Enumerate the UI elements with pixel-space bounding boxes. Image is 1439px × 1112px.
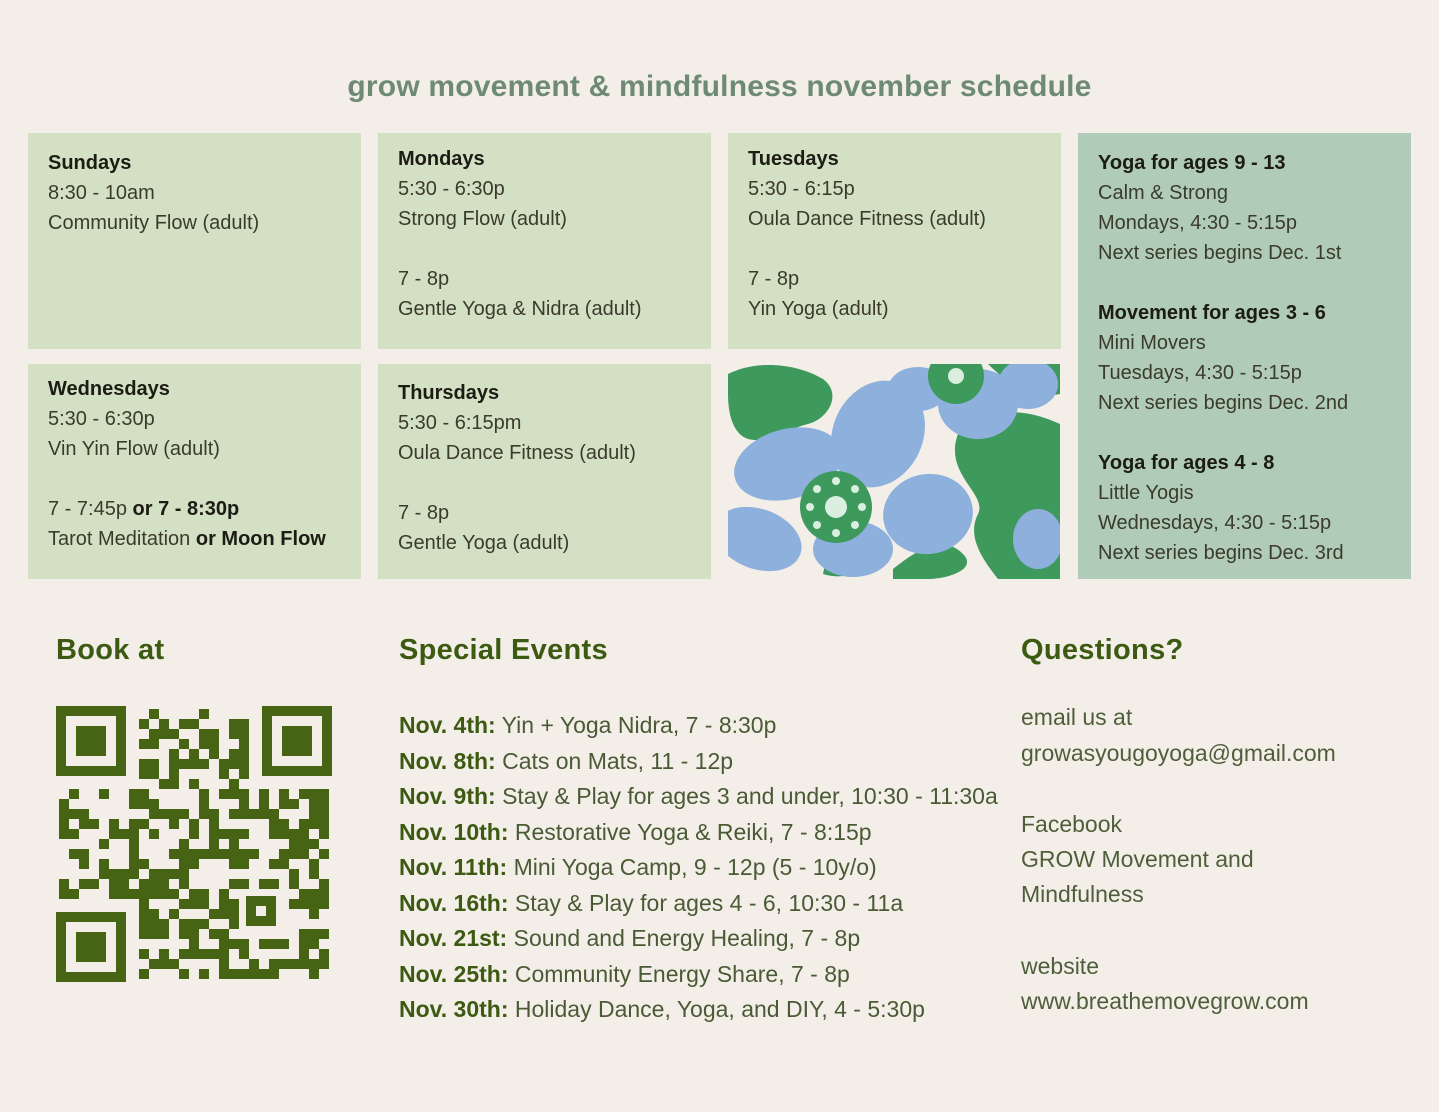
event-desc: Stay & Play for ages 4 - 6, 10:30 - 11a <box>514 889 904 916</box>
event-item <box>399 708 998 744</box>
program-next: Next series begins Dec. 2nd <box>1098 392 1349 414</box>
class-time: 7 - 8:30p <box>158 498 240 520</box>
class-name: Yin Yoga (adult) <box>748 298 889 320</box>
card-tuesday <box>728 133 1061 349</box>
event-item <box>399 779 998 815</box>
class-name-options <box>48 524 341 554</box>
facebook-link[interactable] <box>1021 842 1254 912</box>
event-date: Nov. 25th: <box>399 960 509 987</box>
event-date: Nov. 10th: <box>399 818 509 845</box>
class-name: Community Flow (adult) <box>48 212 260 234</box>
event-date: Nov. 21st: <box>399 925 508 951</box>
event-item <box>399 744 998 780</box>
event-desc: Cats on Mats, 11 - 12p <box>502 747 734 774</box>
class-time: 7 - 8p <box>748 268 800 290</box>
program-title: Movement for ages 3 - 6 <box>1098 302 1326 324</box>
day-heading: Mondays <box>398 148 485 170</box>
card-kids-programs <box>1078 133 1411 579</box>
kids-program <box>1098 148 1391 268</box>
flower-illustration <box>728 364 1060 579</box>
kids-program <box>1098 448 1391 568</box>
event-desc: Stay & Play for ages 3 and under, 10:30 - 11:30a <box>502 783 998 809</box>
website-link[interactable]: www.breathemovegrow.com <box>1021 988 1309 1014</box>
event-date: Nov. 11th: <box>399 854 508 880</box>
class-time: 7 - 8p <box>398 502 450 524</box>
program-next: Next series begins Dec. 1st <box>1098 242 1342 264</box>
page-title: grow movement & mindfulness november schedule <box>347 70 1092 103</box>
website-label: website <box>1021 953 1099 979</box>
email-label: email us at <box>1021 704 1133 730</box>
event-date: Nov. 16th: <box>399 889 509 916</box>
program-when: Wednesdays, 4:30 - 5:15p <box>1098 512 1332 534</box>
kids-program <box>1098 298 1391 418</box>
card-sunday <box>28 133 361 349</box>
class-name: Gentle Yoga & Nidra (adult) <box>398 298 642 320</box>
class-name: Strong Flow (adult) <box>398 208 567 230</box>
facebook-label: Facebook <box>1021 811 1123 837</box>
event-item <box>399 921 998 957</box>
book-at-heading: Book at <box>56 634 165 666</box>
program-title: Yoga for ages 4 - 8 <box>1098 452 1275 474</box>
class-name: Oula Dance Fitness (adult) <box>748 208 986 230</box>
questions-heading: Questions? <box>1021 634 1184 666</box>
event-desc: Holiday Dance, Yoga, and DIY, 4 - 5:30p <box>514 996 925 1022</box>
event-date: Nov. 8th: <box>399 747 496 774</box>
class-name: Gentle Yoga (adult) <box>398 532 570 554</box>
special-events-heading: Special Events <box>399 634 608 666</box>
program-next: Next series begins Dec. 3rd <box>1098 542 1344 564</box>
class-time: 5:30 - 6:30p <box>398 178 505 200</box>
class-name: Tarot Meditation <box>48 528 191 550</box>
day-heading: Thursdays <box>398 382 500 404</box>
class-time: 7 - 7:45p <box>48 498 127 520</box>
class-time: 7 - 8p <box>398 268 450 290</box>
event-item <box>399 992 998 1028</box>
program-when: Tuesdays, 4:30 - 5:15p <box>1098 362 1302 384</box>
card-thursday <box>378 364 711 579</box>
program-title: Yoga for ages 9 - 13 <box>1098 152 1286 174</box>
event-desc: Community Energy Share, 7 - 8p <box>514 960 850 987</box>
program-name: Mini Movers <box>1098 332 1206 354</box>
class-time-options <box>48 494 341 524</box>
day-heading: Tuesdays <box>748 148 839 170</box>
booking-qr-code[interactable] <box>56 706 332 982</box>
day-heading: Sundays <box>48 152 132 174</box>
program-name: Little Yogis <box>1098 482 1194 504</box>
or-text: or <box>132 498 153 520</box>
email-link[interactable]: growasyougoyoga@gmail.com <box>1021 740 1336 766</box>
event-item <box>399 815 998 851</box>
event-date: Nov. 30th: <box>399 996 509 1022</box>
event-desc: Sound and Energy Healing, 7 - 8p <box>513 925 861 951</box>
card-monday <box>378 133 711 349</box>
class-time: 5:30 - 6:15pm <box>398 412 522 434</box>
event-item <box>399 957 998 993</box>
facebook-name-line: Mindfulness <box>1021 881 1144 907</box>
event-item <box>399 850 998 886</box>
event-date: Nov. 9th: <box>399 783 496 809</box>
program-when: Mondays, 4:30 - 5:15p <box>1098 212 1298 234</box>
class-time: 5:30 - 6:30p <box>48 408 155 430</box>
or-text: or <box>195 528 216 550</box>
card-wednesday <box>28 364 361 579</box>
day-heading: Wednesdays <box>48 378 170 400</box>
class-name: Vin Yin Flow (adult) <box>48 438 220 460</box>
program-name: Calm & Strong <box>1098 182 1229 204</box>
event-desc: Yin + Yoga Nidra, 7 - 8:30p <box>501 712 777 738</box>
special-events-list <box>399 708 998 1028</box>
event-date: Nov. 4th: <box>399 712 496 738</box>
class-name: Oula Dance Fitness (adult) <box>398 442 636 464</box>
event-desc: Mini Yoga Camp, 9 - 12p (5 - 10y/o) <box>513 854 877 880</box>
class-name: Moon Flow <box>221 528 326 550</box>
class-time: 8:30 - 10am <box>48 182 155 204</box>
class-time: 5:30 - 6:15p <box>748 178 855 200</box>
event-desc: Restorative Yoga & Reiki, 7 - 8:15p <box>514 818 872 845</box>
facebook-name-line: GROW Movement and <box>1021 846 1254 872</box>
event-item <box>399 886 998 922</box>
